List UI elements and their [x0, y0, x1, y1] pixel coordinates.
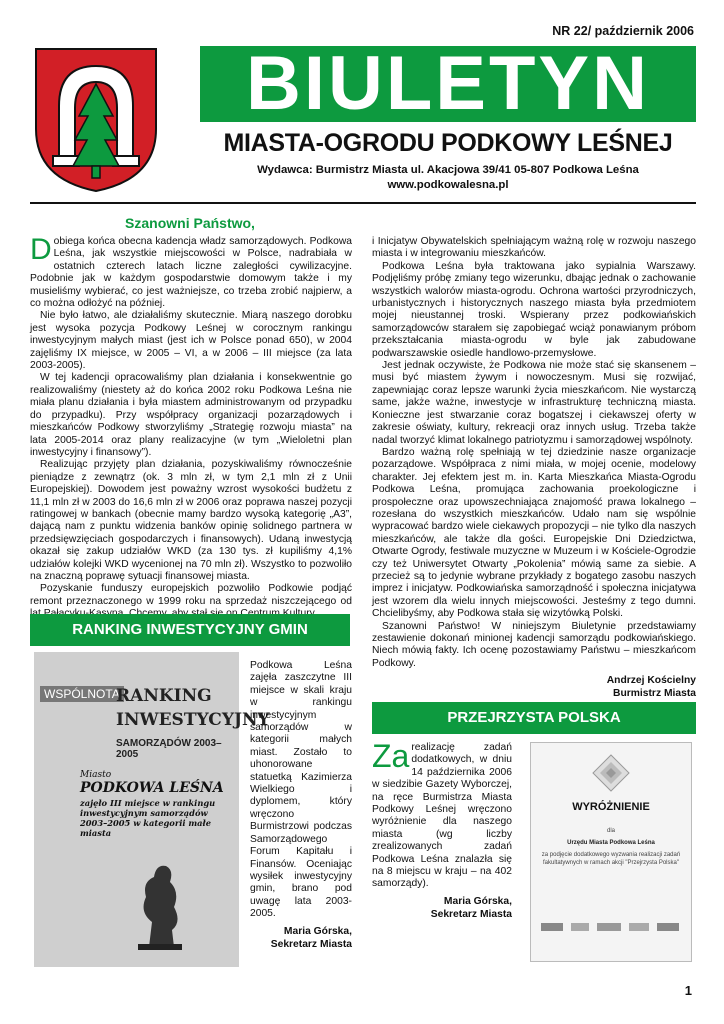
town-crest: [31, 44, 161, 194]
ranking-article: [250, 660, 352, 951]
przejrzysta-article: [372, 738, 512, 921]
letter-paragraph: W tej kadencji opracowaliśmy plan działania i konsekwentnie go realizowaliśmy (niestety aż do końca 2002 roku Podkowa Leśna nie miała planu działania i była miastem administrowanym od przypadku do przypadku). Przy współpracy organizacji pozarządowych i mieszkańców Podkowy stworzyliśmy „Strategię rozwoju miasta” na lata 2005-2014 oraz plany realizacyjne (w tym „Wieloletni plan inwestycyjny i finansowy”).: [30, 372, 352, 458]
award-dla: dla: [606, 828, 615, 834]
newsletter-title: BIULETYN: [200, 46, 696, 122]
letter-paragraph: Nie było łatwo, ale działaliśmy skutecznie. Miarą naszego dorobku jest wysoka pozycja Podkowy Leśnej w corocznym rankingu inwestycyjnym małych miast (jest ich w Polsce ponad 650), w 2004 zajęliśmy IX miejsce, w 2005 – VI, a w 2006 – III miejsce (za lata 2003-2005).: [30, 310, 352, 372]
letter-paragraph: Pozyskanie funduszy europejskich pozwoliło Podkowie podjąć remont przeznaczonego w 1999 roku na sprzedaż niszczejącego od: [30, 583, 352, 607]
newsletter-subtitle: MIASTA-OGRODU PODKOWY LEŚNEJ: [223, 129, 673, 157]
cover-town: PODKOWA LEŚNA: [80, 780, 224, 796]
publisher-line: Wydawca: Burmistrz Miasta ul. Akacjowa 39/41 05-807 Podkowa Leśna: [257, 164, 639, 176]
signature-name: Maria Górska,: [443, 895, 512, 907]
ranking-signature: [250, 925, 352, 951]
cover-description: zajęło III miejsce w rankingu inwestycyjnym samorządów 2003–2005 w kategorii małe miasta: [80, 798, 216, 838]
magazine-brand: WSPÓLNOTA: [40, 686, 124, 702]
award-reason: za podjęcie dodatkowego wyzwania realizacji zadań fakultatywnych w ramach akcji "Przejrzysta Polska": [541, 852, 681, 866]
page-number: 1: [684, 983, 692, 998]
przejrzysta-signature: [372, 895, 512, 921]
letter-column-1: [30, 233, 352, 621]
website-link[interactable]: www.podkowalesna.pl: [387, 179, 509, 191]
signature-name: Maria Górska,: [283, 925, 352, 937]
letter-paragraph: Realizując przyjęty plan działania, pozyskiwaliśmy równocześnie pieniądze z zewnątrz (ok. 3 mln zł, w tym 2,1 mln zł z Unii Europejskiej). Dowodem jest poważny wzrost wysokości budżetu z 11,1 mln zł w 2003 do 16,6 mln zł w 2006 oraz poprawa naszej pozycji ratingowej w bankach (obecnie mamy bardzo wysoką kategorię „A3”, dającą nam z punktu widzenia banków opinię solidnego partnera w przedsięwzięciach gospodarczych i finansowych). Udaną inwestycją okazał się zakup udziałów WKD (za 130 tys. zł kupiliśmy 4,1% udziałów kolejki WKD wycenionej na 70 mln zł). Wszystko to pozwoliło na znaczną poprawę sytuacji finansowej miasta.: [30, 459, 352, 582]
letter-paragraph: Jest jednak oczywiste, że Podkowa nie może stać się skansenem – musi być miastem żywym i nowoczesnym. Musi się rozwijać, zapewniając coraz lepsze warunki życia mieszkańcom. Nie wystarczą same, jakże ważne, inwestycje w infrastrukturę techniczną miasta. Konieczne jest stwarzanie coraz bogatszej i ciekawszej oferty w zakresie oświaty, kultury, rekreacji oraz innych usług. Trzeba także nadal tworzyć klimat lokalnego patriotyzmu i samorządowej wspólnoty.: [372, 360, 696, 446]
award-certificate-image: [530, 742, 692, 962]
letter-signature: [372, 674, 696, 700]
letter-paragraph: Dobiega końca obecna kadencja władz samorządowych. Podkowa Leśna, jak wszystkie miejscowości w Polsce, nadrabiała w ostatnich czterech latach liczne zaległości cywilizacyjne. Podobnie jak w każdym gospodarstwie domowym także i my musieliśmy wybierać, co jest ważniejsze, co trzeba zrobić najpierw, a co można odłożyć na później.: [30, 233, 352, 310]
award-recipient: Urzędu Miasta Podkowa Leśna: [567, 840, 655, 846]
ranking-cover-image: [34, 652, 270, 967]
cover-years: SAMORZĄDÓW 2003–2005: [116, 738, 222, 760]
signature-role: Burmistrz Miasta: [613, 688, 696, 700]
letter-greeting: Szanowni Państwo,: [125, 215, 255, 231]
drop-cap: D: [30, 233, 52, 266]
cover-line-2: INWESTYCYJNY: [116, 710, 270, 730]
letter-paragraph: Podkowa Leśna była traktowana jako sypialnia Warszawy. Podjęliśmy próbę zmiany tego wizerunku, dbając jednak o zachowanie wszystkich walorów miasta-ogrodu. Ochrona wartości przyrodniczych, urbanistycznych i historycznych naszego miasta była przedmiotem mojej nieustannej troski. Wspierany przez podkowiańskich samorządowców starałem się zapobiegać wciąż ponawianym próbom przekształcania miasta-ogrodu w byle jak zabudowane podwarszawskie osiedle handlowo-przemysłowe.: [372, 260, 696, 359]
sponsor-logos-icon: [541, 913, 681, 943]
crest-icon: [31, 44, 161, 194]
ranking-paragraph: Podkowa Leśna zajęła zaszczytne III miejsce w skali kraju w rankingu inwestycyjnym samorządów w kategorii małych miast. Zostało to uhonorowane statuetką Kazimierza Wielkiego i dyplomem, który wręczono Burmistrzowi podczas Samorządowego Forum Kapitału i Finansów. Oceniając wysiłek inwestycyjny gmin, brano pod uwagę lata 2003-2005.: [250, 660, 352, 920]
cover-line-1: RANKING: [116, 686, 212, 706]
statue-icon: [124, 852, 194, 952]
przejrzysta-paragraph: Za realizację zadań dodatkowych, w dniu 14 października 2006 w siedzibie Gazety Wyborczej, na ręce Burmistrza Miasta Podkowy Leśnej wręczono wyróżnienie dla naszego miasta (wg liczby zrealizowanych zadań Podkowa Leśna znalazła się na 8 miejscu w kraju – na 402 samorządy).: [372, 738, 512, 890]
letter-paragraph: Szanowni Państwo! W niniejszym Biuletynie przedstawiamy zestawienie dokonań minionej kadencji samorządu podkowiańskiego. Niech mówią fakty. Ich ocenę pozostawiamy Państwu – mieszkańcom Podkowy.: [372, 620, 696, 669]
diamond-logo-icon: [591, 753, 631, 793]
ranking-section-heading: RANKING INWESTYCYJNY GMIN: [30, 614, 350, 646]
przejrzysta-section-heading: PRZEJRZYSTA POLSKA: [372, 702, 696, 734]
drop-cap: Za: [372, 738, 410, 774]
signature-role: Sekretarz Miasta: [430, 908, 512, 920]
letter-paragraph: Bardzo ważną rolę spełniają w tej dziedzinie nasze organizacje pozarządowe. Współpraca z nimi miała, w mojej ocenie, modelowy charakter. Jej efektem jest m. in. Karta Mieszkańca Miasta-Ogrodu Podkowa Leśna, promująca zachowania proekologiczne i prospołeczne oraz upowszechniająca znajomość prawa lokalnego – rozesłana do wszystkich mieszkańców. Udało nam się wspólnie wypracować bardzo wiele ciekawych propozycji – nie tylko dla naszych mieszkańców, ale także dla gości. Europejskie Dni Dziedzictwa, Otwarte Ogrody, festiwale muzyczne w Muzeum i w Kościele-Ogrodzie czy też Uniwersytet Otwarty „Pokolenia” mówią same za siebie. A przecież są to jedynie wybrane przykłady z bogatego zasobu naszych imprez i inicjatyw. Podkowiańska samorządność i społeczna inicjatywa jest wzorem dla wielu innych miejscowości. Jesteśmy z tego dumni. Chcielibyśmy, aby Podkowa stała się wizytówką Polski.: [372, 446, 696, 620]
signature-name: Andrzej Kościelny: [606, 675, 696, 687]
letter-paragraph: i Inicjatyw Obywatelskich spełniającym ważną rolę w rozwoju naszego miasta i w integrowaniu mieszkańców.: [372, 236, 696, 260]
letter-column-2: [372, 236, 696, 700]
publisher-info: [200, 163, 696, 193]
signature-role: Sekretarz Miasta: [270, 938, 352, 950]
header-divider: [30, 202, 696, 204]
cover-miasto: Miasto: [80, 770, 112, 780]
issue-number: NR 22/ październik 2006: [552, 24, 694, 38]
award-title: WYRÓŻNIENIE: [572, 801, 650, 813]
